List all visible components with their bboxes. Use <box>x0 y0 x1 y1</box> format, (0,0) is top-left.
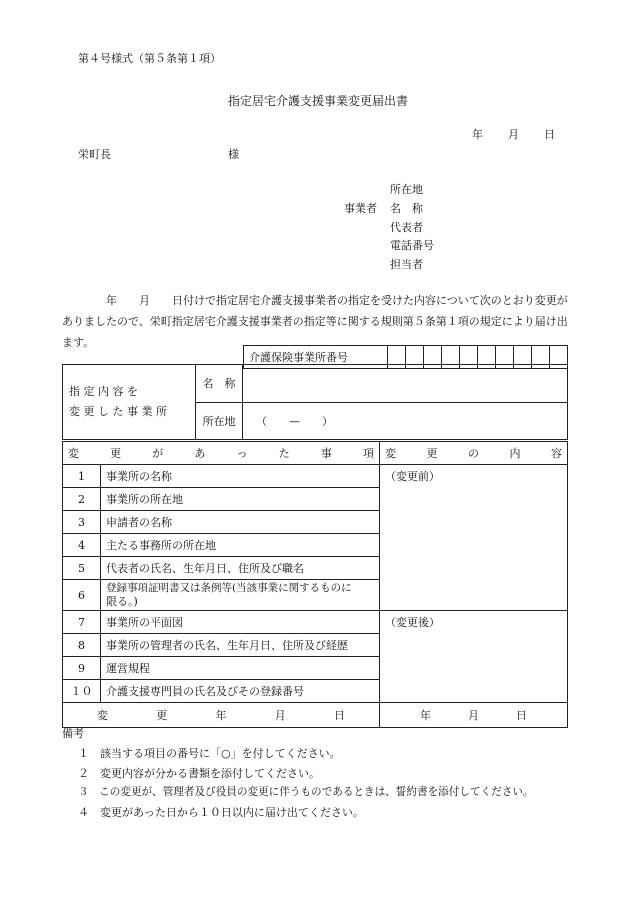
addressee-honorific: 様 <box>228 148 239 161</box>
date-year: 年 <box>472 128 483 141</box>
header-char: 内 <box>509 447 521 460</box>
header-char: た <box>278 447 290 460</box>
header-char: っ <box>236 447 248 460</box>
change-after-label: （変更後） <box>385 616 440 629</box>
note-item: ４ 変更があった日から１０日以内に届け出てください。 <box>78 805 364 819</box>
item-text: 運営規程 <box>101 657 380 680</box>
header-char: 事 <box>320 447 332 460</box>
item-number[interactable]: 5 <box>63 557 101 580</box>
applicant-field-representative: 代表者 <box>390 221 423 234</box>
office-address-placeholder: （ — ） <box>256 414 333 428</box>
addressee-name: 栄町長 <box>78 148 111 161</box>
change-table <box>62 441 568 728</box>
applicant-field-name: 名 称 <box>390 202 423 215</box>
change-before-label: （変更前） <box>385 470 440 483</box>
item-text <box>101 580 380 611</box>
change-after-cell[interactable] <box>380 611 568 703</box>
item-text: 申請者の名称 <box>101 511 380 534</box>
item-number[interactable]: 6 <box>63 580 101 611</box>
date-label-char: 年 <box>215 709 227 722</box>
date-label-char: 変 <box>97 709 108 722</box>
designated-office-label <box>63 365 196 440</box>
change-content-header <box>380 442 568 465</box>
applicant-field-address: 所在地 <box>390 183 423 196</box>
item-text-line1: 登録事項証明書又は条例等(当該事業に関するものに <box>106 582 352 594</box>
applicant-field-contact: 担当者 <box>390 258 423 271</box>
item-number[interactable]: 3 <box>63 511 101 534</box>
office-address-value[interactable] <box>243 402 568 440</box>
page-title: 指定居宅介護支援事業変更届出書 <box>228 94 409 108</box>
note-item: １ 該当する項目の番号に「○」を付してください。 <box>78 747 341 760</box>
note-item: ２ 変更内容が分かる書類を添付してください。 <box>78 766 320 780</box>
header-char: が <box>152 447 164 460</box>
header-char: 項 <box>362 447 374 460</box>
date-value-char: 年 <box>420 709 431 722</box>
header-char: 更 <box>110 447 122 460</box>
header-char: 容 <box>551 447 562 460</box>
applicant-field-phone: 電話番号 <box>390 239 434 252</box>
item-text: 事業所の管理者の氏名、生年月日、住所及び経歴 <box>101 634 380 657</box>
date-label-char: 月 <box>274 709 286 722</box>
item-text: 事業所の平面図 <box>101 611 380 634</box>
item-text: 事業所の名称 <box>101 465 380 488</box>
item-number[interactable]: 1 <box>63 465 101 488</box>
office-name-value[interactable] <box>243 365 568 403</box>
header-char: 変 <box>68 447 79 460</box>
item-text: 事業所の所在地 <box>101 488 380 511</box>
item-text: 介護支援専門員の氏名及びその登録番号 <box>101 680 380 703</box>
designated-office-label-line1: 指 定 内 容 を <box>69 385 138 398</box>
item-text-line2: 限る。) <box>106 595 138 608</box>
header-char: 変 <box>385 447 396 460</box>
item-text: 主たる事務所の所在地 <box>101 534 380 557</box>
designated-office-label-line2: 変 更 し た 事 業 所 <box>69 405 167 418</box>
date-month: 月 <box>508 128 519 141</box>
change-items-header <box>63 442 380 465</box>
header-char: の <box>468 447 479 460</box>
item-number[interactable]: 2 <box>63 488 101 511</box>
change-date-value[interactable] <box>380 703 568 728</box>
change-before-cell[interactable] <box>380 465 568 611</box>
designated-office-table <box>62 364 568 440</box>
date-label-char: 日 <box>334 709 345 722</box>
body-text: 年 月 日付けで指定居宅介護支援事業者の指定を受けた内容について次のとおり変更がありましたので、栄町指定居宅介護支援事業者の指定等に関する規則第５条第１項の規定により届け出ます。 <box>62 294 568 349</box>
item-number[interactable]: 7 <box>63 611 101 634</box>
form-number: 第４号様式（第５条第１項） <box>78 52 221 65</box>
header-char: 更 <box>426 447 438 460</box>
item-number[interactable]: 4 <box>63 534 101 557</box>
change-date-label <box>63 703 380 728</box>
date-label-char: 更 <box>156 709 168 722</box>
header-char: あ <box>194 447 206 460</box>
date-value-char: 月 <box>468 709 479 722</box>
date-day: 日 <box>544 128 555 141</box>
office-number-label: 介護保険事業所番号 <box>244 346 388 369</box>
item-text: 代表者の氏名、生年月日、住所及び職名 <box>101 557 380 580</box>
item-number[interactable]: １０ <box>63 680 101 703</box>
item-number[interactable]: 9 <box>63 657 101 680</box>
notes-heading: 備考 <box>62 727 84 740</box>
note-item: ３ この変更が、管理者及び役員の変更に伴うものであるときは、誓約書を添付してください。 <box>78 786 534 798</box>
item-number[interactable]: 8 <box>63 634 101 657</box>
office-address-label: 所在地 <box>196 402 243 440</box>
applicant-label: 事業者 <box>344 202 377 215</box>
office-name-label: 名 称 <box>196 365 243 403</box>
notes-list <box>78 744 534 822</box>
date-value-char: 日 <box>516 709 527 722</box>
